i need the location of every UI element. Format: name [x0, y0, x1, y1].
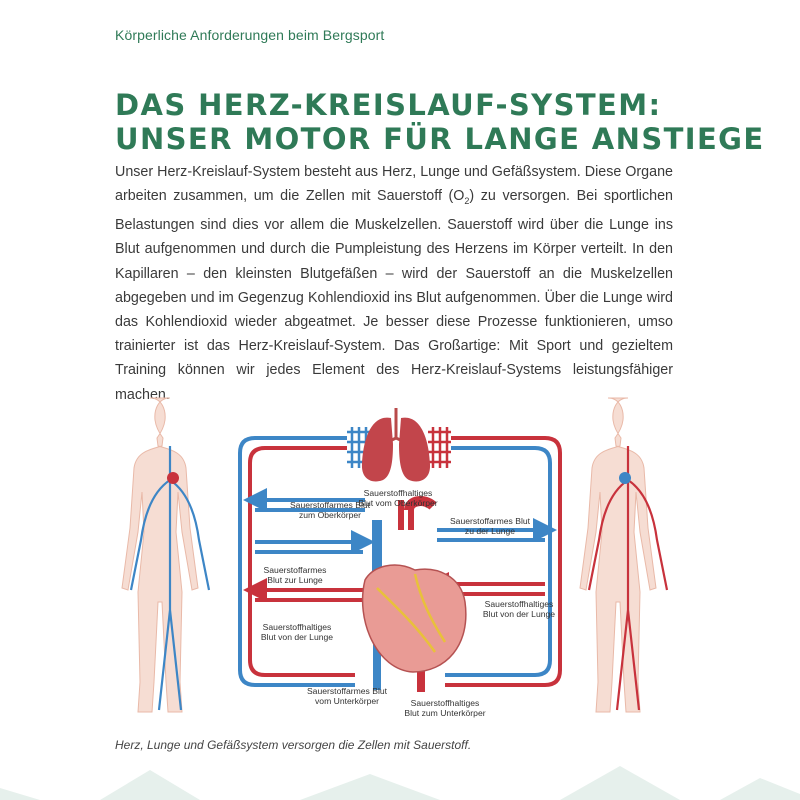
mountain-decoration [0, 760, 800, 800]
left-figure-heart-icon [167, 472, 179, 484]
o2-subscript: 2 [464, 196, 470, 207]
svg-text:Sauerstoffarmes Blutzum Oberkö [290, 500, 371, 520]
label-bottom-right-1: Sauerstoffhaltiges [410, 698, 480, 708]
label-bottom-left-2: vom Unterkörper [315, 696, 379, 706]
svg-text:SauerstoffhaltigesBlut von der [261, 622, 333, 642]
label-upper-right-1: Sauerstoffarmes Blut [449, 516, 531, 526]
label-top-center-2: Blut vom Oberkörper [358, 498, 438, 508]
title-line-2: UNSER MOTOR FÜR LANGE ANSTIEGE [115, 122, 765, 156]
page-title [115, 88, 765, 156]
label-bottom-right-2: Blut zum Unterkörper [404, 708, 486, 718]
label-lower-left-2: Blut von der Lunge [260, 632, 334, 642]
svg-text:SauerstoffhaltigesBlut von der [483, 599, 555, 619]
right-figure-heart-icon [619, 472, 631, 484]
right-body-figure [580, 398, 667, 712]
label-mid-right-1: Sauerstoffhaltiges [484, 599, 554, 609]
label-upper-left-1: Sauerstoffarmes Blut [289, 500, 371, 510]
label-mid-left-1: Sauerstoffarmes [263, 565, 327, 575]
label-bottom-left-1: Sauerstoffarmes Blut [306, 686, 388, 696]
title-line-1: DAS HERZ-KREISLAUF-SYSTEM: [115, 88, 662, 122]
svg-text:SauerstoffhaltigesBlut vom Obe [358, 488, 437, 508]
label-upper-right-2: zu der Lunge [464, 526, 516, 536]
body-part-2: ) zu versorgen. Bei sportlichen Belastungen sind dies vor allem die Muskelzellen. Sauerstoff wird über die Lunge ins Blut aufgenommen und durch die Pumpleistung des Herzens im Körper verteilt. In den Kapillaren – den kleinsten Blutgefäßen – wird der Sauerstoff an die Muskelzellen abgegeben und im Gegenzug Kohlendioxid ins Blut aufgenommen. Über die Lunge wird das Kohlendioxid wieder abgeatmet. Je besser diese Prozesse funktionieren, umso trainierter ist das Herz-Kreislauf-System. Das Großartige: Mit Sport und gezieltem Training können wir jedes Element des Herz-Kreislauf-Systems leistungsfähiger machen. [115, 188, 673, 403]
svg-text:SauerstoffhaltigesBlut zum Unt [404, 698, 485, 718]
label-upper-left-2: zum Oberkörper [298, 510, 362, 520]
svg-text:SauerstoffarmesBlut zur Lunge [264, 565, 327, 585]
svg-text:Sauerstoffarmes Blutzu der Lun [450, 516, 531, 536]
left-body-figure [122, 398, 209, 712]
running-head: Körperliche Anforderungen beim Bergsport [115, 27, 385, 43]
svg-text:Sauerstoffarmes Blutvom Unterk [307, 686, 388, 706]
body-part-1: Unser Herz-Kreislauf-System besteht aus Herz, Lunge und Gefäßsystem. Diese Organe arbeiten zusammen, um die Zellen mit Sauerstoff (O [115, 164, 673, 205]
lungs-illustration [362, 408, 430, 481]
label-mid-right-2: Blut von der Lunge [482, 609, 556, 619]
label-lower-left-1: Sauerstoffhaltiges [262, 622, 332, 632]
figure-caption: Herz, Lunge und Gefäßsystem versorgen die Zellen mit Sauerstoff. [115, 738, 472, 752]
body-paragraph [115, 160, 673, 407]
circulation-diagram [115, 380, 683, 730]
label-top-center-1: Sauerstoffhaltiges [363, 488, 433, 498]
label-mid-left-2: Blut zur Lunge [267, 575, 323, 585]
